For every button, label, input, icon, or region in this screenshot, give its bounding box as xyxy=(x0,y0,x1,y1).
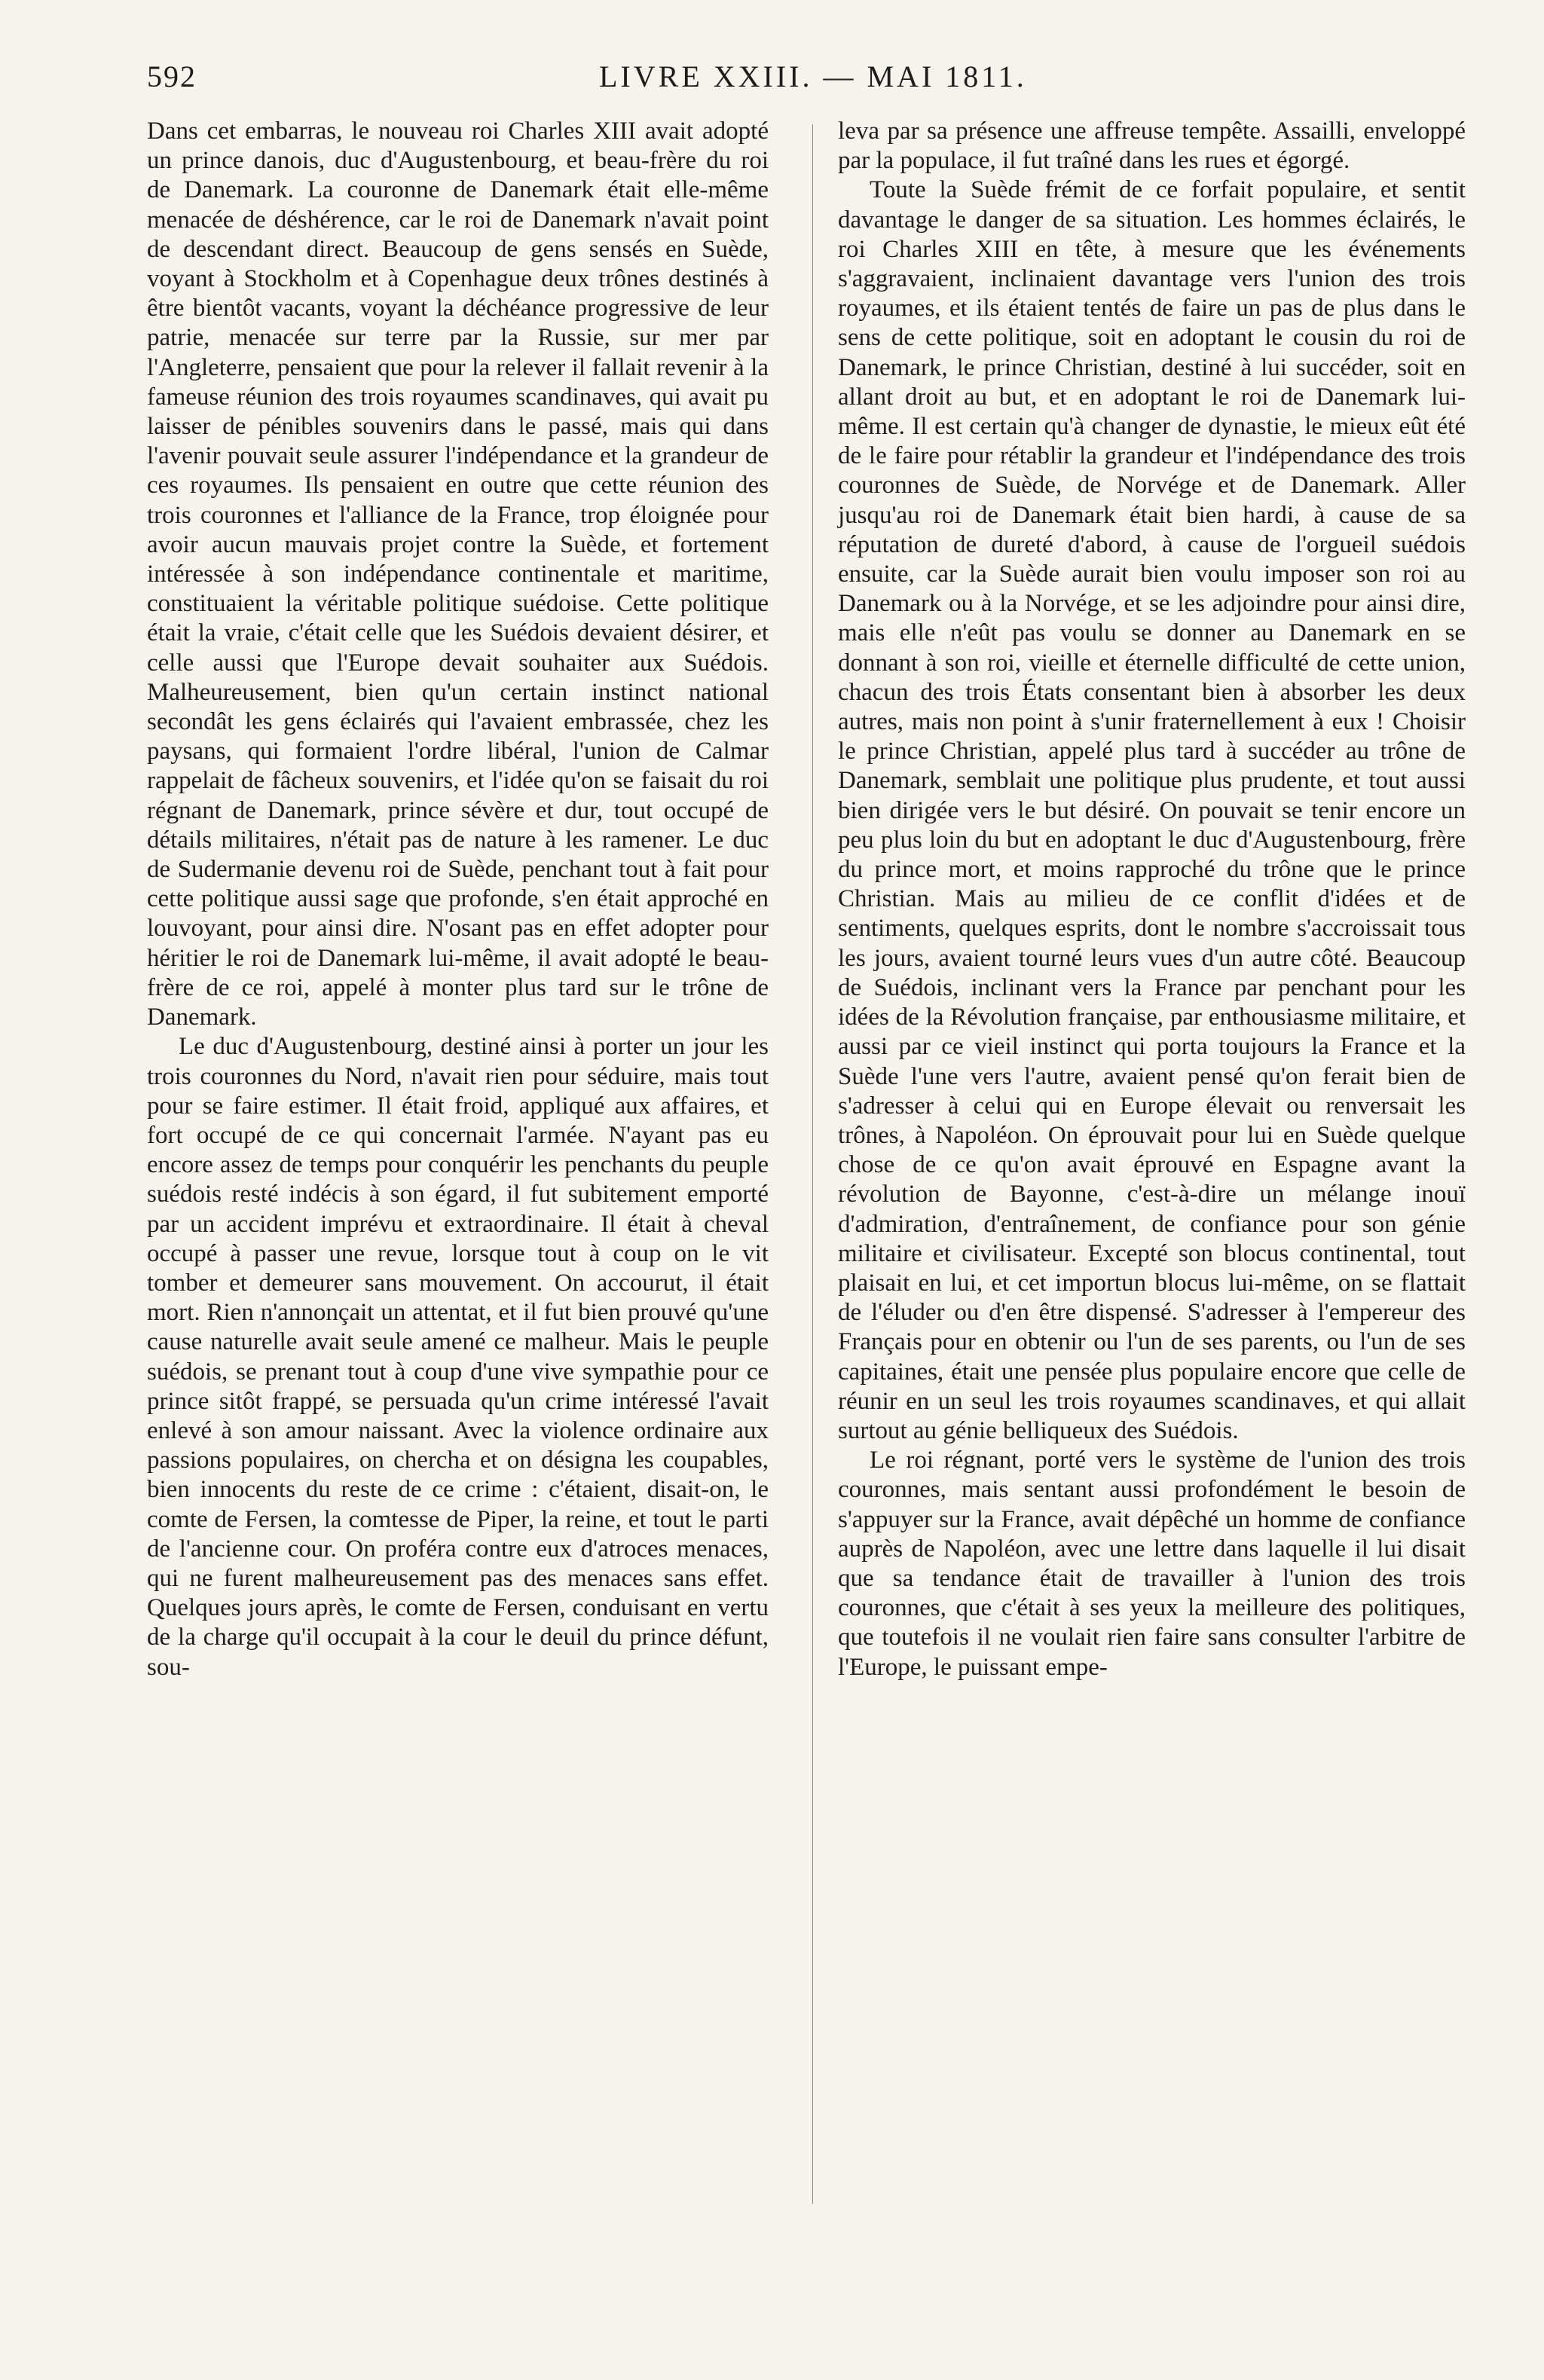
paragraph: Le duc d'Augustenbourg, destiné ainsi à porter un jour les trois couronnes du Nord, n'avait rien pour séduire, mais tout pour se faire estimer. Il était froid, appliqué aux affaires, et fort occupé de ce qui concernait l'armée. N'ayant pas eu encore assez de temps pour conquérir les penchants du peuple suédois resté indécis à son égard, il fut subitement emporté par un accident imprévu et extraordinaire. Il était à cheval occupé à passer une revue, lorsque tout à coup on le vit tomber et demeurer sans mouvement. On accourut, il était mort. Rien n'annonçait un attentat, et il fut bien prouvé qu'une cause naturelle avait seule amené ce malheur. Mais le peuple suédois, se prenant tout à coup d'une vive sympathie pour ce prince sitôt frappé, se persuada qu'un crime intéressé l'avait enlevé à son amour naissant. Avec la violence ordinaire aux passions populaires, on chercha et on désigna les coupables, bien innocents du reste de ce crime : c'étaient, disait-on, le comte de Fersen, la comtesse de Piper, la reine, et tout le parti de l'ancienne cour. On proféra contre eux d'atroces menaces, qui ne furent malheureusement pas des menaces sans effet. Quelques jours après, le comte de Fersen, conduisant en vertu de la charge qu'il occupait à la cour le deuil du prince défunt, sou- xyxy=(147,1033,769,1681)
right-column xyxy=(838,117,1466,1682)
running-head: LIVRE XXIII. — MAI 1811. xyxy=(599,60,1027,93)
column-divider xyxy=(812,124,813,2204)
paragraph: leva par sa présence une affreuse tempête. Assailli, enveloppé par la populace, il fut traîné dans les rues et égorgé. xyxy=(838,118,1466,175)
left-column xyxy=(147,117,769,1682)
page-number: 592 xyxy=(147,60,197,93)
page-header xyxy=(147,59,1466,98)
paragraph: Dans cet embarras, le nouveau roi Charles XIII avait adopté un prince danois, duc d'Augustenbourg, et beau-frère du roi de Danemark. La couronne de Danemark était elle-même menacée de déshérence, car le roi de Danemark n'avait point de descendant direct. Beaucoup de gens sensés en Suède, voyant à Stockholm et à Copenhague deux trônes destinés à être bientôt vacants, voyant la déchéance progressive de leur patrie, menacée sur terre par la Russie, sur mer par l'Angleterre, pensaient que pour la relever il fallait revenir à la fameuse réunion des trois royaumes scandinaves, qui avait pu laisser de pénibles souvenirs dans le passé, mais qui dans l'avenir pouvait seule assurer l'indépendance et la grandeur de ces royaumes. Ils pensaient en outre que cette réunion des trois couronnes et l'alliance de la France, trop éloignée pour avoir aucun mauvais projet contre la Suède, et fortement intéressée à son indépendance continentale et maritime, constituaient la véritable politique suédoise. Cette politique était la vraie, c'était celle que les Suédois devaient désirer, et celle aussi que l'Europe devait souhaiter aux Suédois. Malheureusement, bien qu'un certain instinct national secondât les gens éclairés qui l'avaient embrassée, chez les paysans, qui formaient l'ordre libéral, l'union de Calmar rappelait de fâcheux souvenirs, et l'idée qu'on se faisait du roi régnant de Danemark, prince sévère et dur, tout occupé de détails militaires, n'était pas de nature à les ramener. Le duc de Sudermanie devenu roi de Suède, penchant tout à fait pour cette politique aussi sage que profonde, s'en était approché en louvoyant, pour ainsi dire. N'osant pas en effet adopter pour héritier le roi de Danemark lui-même, il avait adopté le beau-frère de ce roi, appelé à monter plus tard sur le trône de Danemark. xyxy=(147,118,769,1031)
paragraph: Toute la Suède frémit de ce forfait populaire, et sentit davantage le danger de sa situation. Les hommes éclairés, le roi Charles XIII en tête, à mesure que les événements s'aggravaient, inclinaient davantage vers l'union des trois royaumes, et ils étaient tentés de faire un pas de plus dans le sens de cette politique, soit en adoptant le cousin du roi de Danemark, le prince Christian, destiné à lui succéder, soit en allant droit au but, et en adoptant le roi de Danemark lui-même. Il est certain qu'à changer de dynastie, le mieux eût été de le faire pour rétablir la grandeur et l'indépendance des trois couronnes de Suède, de Norvége et de Danemark. Aller jusqu'au roi de Danemark était bien hardi, à cause de sa réputation de dureté d'abord, à cause de l'orgueil suédois ensuite, car la Suède aurait bien voulu imposer son roi au Danemark ou à la Norvége, et se les adjoindre pour ainsi dire, mais elle n'eût pas voulu se donner au Danemark en se donnant à son roi, vieille et éternelle difficulté de cette union, chacun des trois États consentant bien à absorber les deux autres, mais non point à s'unir fraternellement à eux ! Choisir le prince Christian, appelé plus tard à succéder au trône de Danemark, semblait une politique plus prudente, et tout aussi bien dirigée vers le but désiré. On pouvait se tenir encore un peu plus loin du but en adoptant le duc d'Augustenbourg, frère du prince mort, et moins rapproché du trône que le prince Christian. Mais au milieu de ce conflit d'idées et de sentiments, quelques esprits, dont le nombre s'accroissait tous les jours, avaient tourné leurs vues d'un autre côté. Beaucoup de Suédois, inclinant vers la France par penchant pour les idées de la Révolution française, par enthousiasme militaire, et aussi par ce vieil instinct qui porta toujours la France et la Suède l'une vers l'autre, avaient pensé qu'on ferait bien de s'adresser à celui qui en Europe élevait ou renversait les trônes, à Napoléon. On éprouvait pour lui en Suède quelque chose de ce qu'on avait éprouvé en Espagne avant la révolution de Bayonne, c'est-à-dire un mélange inouï d'admiration, d'entraînement, de confiance pour son génie militaire et civilisateur. Excepté son blocus continental, tout plaisait en lui, et cet importun blocus lui-même, on se flattait de l'éluder ou d'en être dispensé. S'adresser à l'empereur des Français pour en obtenir ou l'un de ses parents, ou l'un de ses capitaines, était une pensée plus populaire encore que celle de réunir en un seul les trois royaumes scandinaves, et qui allait surtout au génie belliqueux des Suédois. xyxy=(838,176,1466,1444)
paragraph: Le roi régnant, porté vers le système de l'union des trois couronnes, mais sentant aussi profondément le besoin de s'appuyer sur la France, avait dépêché un homme de confiance auprès de Napoléon, avec une lettre dans laquelle il lui disait que sa tendance était de travailler à l'union des trois couronnes, que c'était à ses yeux la meilleure des politiques, que toutefois il ne voulait rien faire sans consulter l'arbitre de l'Europe, le puissant empe- xyxy=(838,1447,1466,1681)
